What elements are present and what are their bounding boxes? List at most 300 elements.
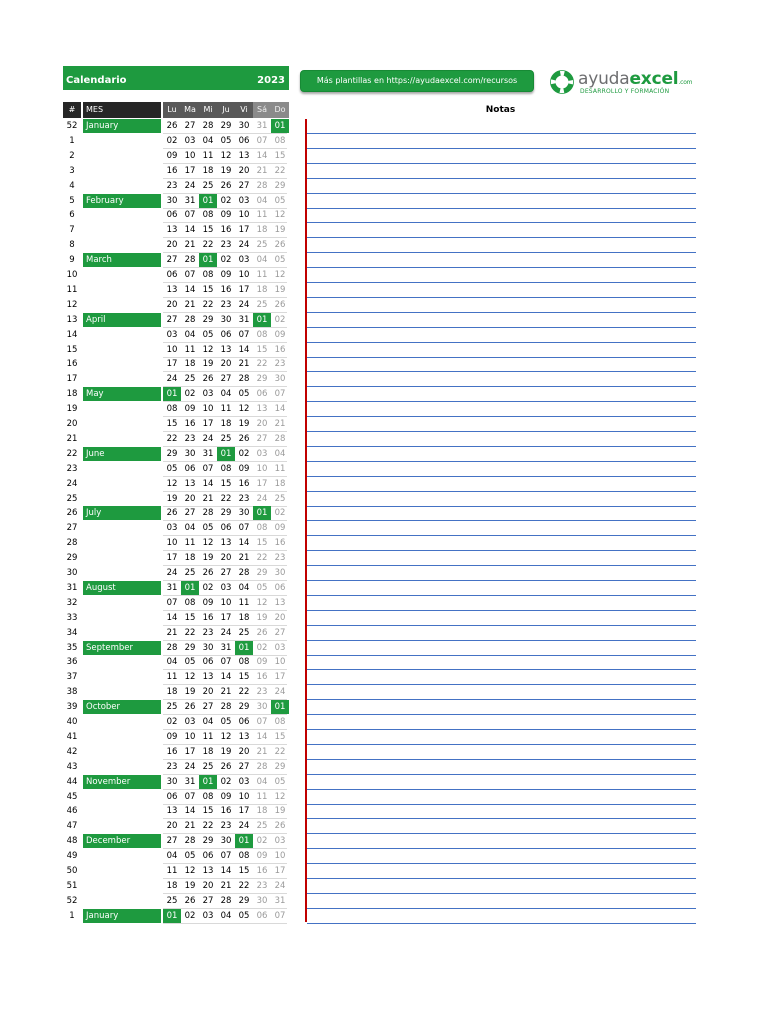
day-cell: 08	[202, 791, 214, 802]
day-cell: 06	[166, 791, 178, 802]
day-cell: 05	[274, 255, 286, 266]
day-cell: 17	[274, 672, 286, 683]
week-number: 28	[66, 538, 78, 549]
day-cell: 04	[202, 135, 214, 146]
day-cell: 26	[256, 627, 268, 638]
week-number: 26	[66, 508, 78, 519]
day-cell: 29	[274, 761, 286, 772]
week-row	[0, 328, 700, 343]
day-cell: 23	[220, 240, 232, 251]
week-number: 8	[69, 240, 75, 251]
day-cell: 26	[184, 702, 196, 713]
day-cell: 10	[166, 538, 178, 549]
day-cell: 19	[220, 165, 232, 176]
day-cell: 31	[238, 314, 250, 325]
day-cell: 09	[274, 329, 286, 340]
day-cell: 05	[202, 523, 214, 534]
day-cell: 11	[184, 538, 196, 549]
week-number: 36	[66, 657, 78, 668]
day-cell: 17	[220, 612, 232, 623]
day-cell: 03	[238, 255, 250, 266]
week-number: 38	[66, 687, 78, 698]
week-row	[0, 194, 700, 209]
week-number: 33	[66, 612, 78, 623]
day-cell: 20	[220, 359, 232, 370]
day-cell: 30	[220, 314, 232, 325]
day-cell: 28	[274, 433, 286, 444]
notes-header: Notas	[485, 105, 516, 115]
day-cell: 11	[256, 270, 268, 280]
day-cell: 17	[166, 359, 178, 370]
day-cell: 03	[220, 582, 232, 593]
day-cell: 09	[256, 851, 268, 862]
day-cell: 29	[256, 374, 268, 385]
day-cell: 07	[184, 270, 196, 280]
day-cell: 30	[256, 702, 268, 713]
day-cell: 08	[238, 851, 250, 862]
day-cell: 16	[220, 225, 232, 236]
day-cell: 20	[238, 746, 250, 757]
day-header-3: Ju	[217, 102, 235, 118]
day-cell: 01	[199, 194, 217, 208]
day-cell: 16	[274, 344, 286, 355]
week-number: 15	[66, 344, 78, 355]
day-cell: 26	[202, 568, 214, 578]
week-row	[0, 447, 700, 462]
day-cell: 05	[166, 463, 178, 474]
day-cell: 24	[184, 761, 196, 772]
day-cell: 20	[202, 880, 214, 891]
day-cell: 02	[256, 642, 268, 653]
day-cell: 15	[256, 538, 268, 549]
week-number: 42	[66, 746, 78, 757]
day-cell: 08	[184, 597, 196, 608]
month-label: February	[83, 194, 161, 208]
day-cell: 30	[166, 195, 178, 206]
day-cell: 10	[274, 851, 286, 862]
month-label: September	[83, 641, 161, 655]
day-cell: 07	[184, 791, 196, 802]
day-cell: 29	[220, 121, 232, 131]
day-cell: 27	[202, 702, 214, 713]
day-cell: 04	[238, 582, 250, 593]
week-number: 22	[66, 448, 78, 459]
day-cell: 05	[274, 776, 286, 787]
day-cell: 24	[274, 687, 286, 698]
day-cell: 01	[163, 387, 181, 401]
title-bar	[63, 66, 289, 90]
day-cell: 02	[256, 836, 268, 847]
day-cell: 18	[238, 612, 250, 623]
day-cell: 15	[202, 806, 214, 817]
day-cell: 04	[256, 195, 268, 206]
week-number: 29	[66, 553, 78, 564]
day-cell: 08	[220, 463, 232, 474]
day-cell: 29	[238, 895, 250, 906]
day-cell: 27	[184, 121, 196, 131]
day-cell: 25	[256, 240, 268, 251]
day-cell: 26	[274, 240, 286, 251]
week-row	[0, 506, 700, 521]
week-row	[0, 670, 700, 685]
day-cell: 01	[199, 775, 217, 789]
day-cell: 06	[220, 329, 232, 340]
day-cell: 27	[238, 180, 250, 191]
day-cell: 05	[184, 851, 196, 862]
day-cell: 10	[238, 270, 250, 280]
week-number: 14	[66, 329, 78, 340]
note-line[interactable]	[307, 923, 696, 924]
day-cell: 22	[256, 359, 268, 370]
day-cell: 09	[238, 463, 250, 474]
row-separator	[163, 923, 287, 924]
day-cell: 10	[256, 463, 268, 474]
day-cell: 03	[238, 195, 250, 206]
month-label: December	[83, 834, 161, 848]
resources-link-button[interactable]: Más plantillas en https://ayudaexcel.com/recursos	[300, 70, 534, 92]
day-cell: 20	[202, 687, 214, 698]
week-row	[0, 283, 700, 298]
day-cell: 25	[202, 761, 214, 772]
day-cell: 28	[202, 508, 214, 519]
week-number: 11	[66, 284, 78, 295]
day-cell: 07	[238, 329, 250, 340]
day-cell: 25	[166, 895, 178, 906]
day-header-2: Mi	[199, 102, 217, 118]
day-cell: 18	[184, 553, 196, 564]
week-row	[0, 775, 700, 790]
day-cell: 17	[166, 553, 178, 564]
month-label: November	[83, 775, 161, 789]
day-cell: 02	[274, 314, 286, 325]
day-cell: 19	[274, 225, 286, 236]
day-cell: 29	[256, 568, 268, 578]
week-row	[0, 566, 700, 581]
day-cell: 01	[199, 253, 217, 267]
day-cell: 26	[220, 180, 232, 191]
day-cell: 31	[184, 195, 196, 206]
day-cell: 25	[274, 493, 286, 504]
day-cell: 09	[166, 731, 178, 742]
day-cell: 22	[202, 240, 214, 251]
week-row	[0, 223, 700, 238]
day-cell: 28	[166, 642, 178, 653]
day-cell: 22	[274, 165, 286, 176]
day-header-0: Lu	[163, 102, 181, 118]
day-cell: 01	[181, 581, 199, 595]
day-cell: 27	[238, 761, 250, 772]
day-cell: 12	[184, 672, 196, 683]
day-cell: 27	[202, 895, 214, 906]
day-cell: 12	[274, 210, 286, 221]
week-number: 43	[66, 761, 78, 772]
day-cell: 23	[184, 433, 196, 444]
day-cell: 07	[238, 523, 250, 534]
day-cell: 16	[238, 478, 250, 489]
week-row	[0, 715, 700, 730]
week-row	[0, 700, 700, 715]
day-cell: 15	[256, 344, 268, 355]
day-cell: 10	[238, 210, 250, 221]
day-cell: 09	[256, 657, 268, 668]
day-cell: 30	[238, 508, 250, 519]
week-row	[0, 626, 700, 641]
month-label: April	[83, 313, 161, 327]
day-cell: 07	[166, 597, 178, 608]
week-number: 46	[66, 806, 78, 817]
day-cell: 13	[166, 225, 178, 236]
week-row	[0, 253, 700, 268]
day-cell: 14	[238, 538, 250, 549]
week-number: 10	[66, 270, 78, 280]
day-cell: 12	[184, 866, 196, 876]
day-cell: 03	[166, 329, 178, 340]
day-cell: 24	[166, 568, 178, 578]
day-cell: 25	[184, 374, 196, 385]
day-cell: 01	[235, 641, 253, 655]
day-cell: 25	[184, 568, 196, 578]
day-cell: 01	[253, 313, 271, 327]
day-cell: 21	[220, 687, 232, 698]
week-row	[0, 819, 700, 834]
day-cell: 18	[202, 746, 214, 757]
day-cell: 22	[202, 299, 214, 310]
week-row	[0, 238, 700, 253]
year-label: 2023	[257, 75, 285, 86]
week-row	[0, 119, 700, 134]
day-cell: 05	[184, 657, 196, 668]
week-number: 19	[66, 404, 78, 415]
week-number: 52	[66, 121, 78, 131]
month-label: January	[83, 119, 161, 133]
day-cell: 11	[238, 597, 250, 608]
day-cell: 05	[238, 910, 250, 921]
day-cell: 27	[220, 374, 232, 385]
week-number: 31	[66, 582, 78, 593]
day-cell: 05	[256, 582, 268, 593]
week-number: 41	[66, 731, 78, 742]
page-title: Calendario	[66, 75, 127, 86]
day-cell: 18	[184, 359, 196, 370]
day-cell: 26	[202, 374, 214, 385]
day-cell: 31	[256, 121, 268, 131]
week-number: 44	[66, 776, 78, 787]
day-cell: 23	[274, 553, 286, 564]
day-cell: 26	[274, 821, 286, 832]
day-cell: 03	[202, 389, 214, 400]
week-row	[0, 834, 700, 849]
day-cell: 30	[256, 895, 268, 906]
day-cell: 03	[256, 448, 268, 459]
week-number: 34	[66, 627, 78, 638]
month-label: July	[83, 506, 161, 520]
day-cell: 17	[202, 419, 214, 429]
week-row	[0, 655, 700, 670]
day-cell: 02	[220, 195, 232, 206]
day-header-4: Vi	[235, 102, 253, 118]
week-number: 27	[66, 523, 78, 534]
week-row	[0, 372, 700, 387]
day-cell: 24	[166, 374, 178, 385]
day-cell: 03	[166, 523, 178, 534]
day-cell: 31	[202, 448, 214, 459]
day-cell: 16	[274, 538, 286, 549]
day-cell: 15	[220, 478, 232, 489]
day-cell: 13	[256, 404, 268, 415]
day-cell: 03	[274, 642, 286, 653]
week-number: 40	[66, 717, 78, 727]
day-cell: 21	[274, 419, 286, 429]
day-cell: 05	[220, 717, 232, 727]
day-cell: 23	[166, 180, 178, 191]
week-row	[0, 790, 700, 805]
week-number: 9	[69, 255, 75, 266]
day-cell: 15	[238, 672, 250, 683]
day-cell: 05	[274, 195, 286, 206]
day-cell: 20	[274, 612, 286, 623]
week-number: 23	[66, 463, 78, 474]
day-cell: 11	[256, 791, 268, 802]
day-cell: 14	[256, 150, 268, 161]
day-cell: 15	[238, 866, 250, 876]
day-cell: 19	[184, 880, 196, 891]
day-cell: 10	[184, 150, 196, 161]
day-cell: 09	[202, 597, 214, 608]
day-cell: 04	[202, 717, 214, 727]
day-cell: 30	[220, 836, 232, 847]
day-cell: 06	[238, 135, 250, 146]
week-row	[0, 149, 700, 164]
day-cell: 13	[166, 806, 178, 817]
week-row	[0, 208, 700, 223]
day-cell: 14	[220, 866, 232, 876]
week-row	[0, 551, 700, 566]
week-number: 35	[66, 642, 78, 653]
day-cell: 16	[220, 284, 232, 295]
week-row	[0, 730, 700, 745]
day-cell: 11	[166, 866, 178, 876]
day-cell: 20	[166, 299, 178, 310]
month-label: January	[83, 909, 161, 923]
week-number: 20	[66, 419, 78, 429]
week-row	[0, 536, 700, 551]
day-cell: 19	[184, 687, 196, 698]
day-cell: 04	[220, 389, 232, 400]
day-cell: 21	[238, 553, 250, 564]
week-number: 18	[66, 389, 78, 400]
day-cell: 21	[184, 240, 196, 251]
day-cell: 22	[202, 821, 214, 832]
day-cell: 31	[166, 582, 178, 593]
day-cell: 29	[166, 448, 178, 459]
week-number: 24	[66, 478, 78, 489]
day-cell: 28	[184, 255, 196, 266]
day-cell: 02	[238, 448, 250, 459]
month-label: October	[83, 700, 161, 714]
week-row	[0, 521, 700, 536]
day-cell: 28	[184, 314, 196, 325]
day-cell: 06	[166, 210, 178, 221]
day-cell: 19	[220, 746, 232, 757]
day-cell: 07	[220, 851, 232, 862]
week-row	[0, 462, 700, 477]
day-cell: 15	[202, 225, 214, 236]
week-row	[0, 849, 700, 864]
week-row	[0, 864, 700, 879]
day-cell: 22	[220, 493, 232, 504]
day-cell: 03	[202, 910, 214, 921]
day-cell: 07	[184, 210, 196, 221]
day-cell: 23	[256, 687, 268, 698]
ayudaexcel-logo[interactable]	[548, 66, 698, 100]
day-cell: 28	[238, 568, 250, 578]
day-cell: 28	[184, 836, 196, 847]
week-row	[0, 432, 700, 447]
day-cell: 03	[184, 717, 196, 727]
week-row	[0, 313, 700, 328]
day-cell: 15	[166, 419, 178, 429]
week-row	[0, 492, 700, 507]
day-cell: 21	[184, 299, 196, 310]
day-cell: 05	[238, 389, 250, 400]
day-cell: 22	[166, 433, 178, 444]
day-cell: 20	[166, 240, 178, 251]
day-cell: 16	[256, 672, 268, 683]
day-cell: 09	[184, 404, 196, 415]
day-cell: 12	[220, 731, 232, 742]
day-cell: 04	[184, 329, 196, 340]
week-number: 16	[66, 359, 78, 370]
day-cell: 13	[202, 672, 214, 683]
day-cell: 12	[274, 791, 286, 802]
day-cell: 20	[238, 165, 250, 176]
day-cell: 17	[184, 165, 196, 176]
week-row	[0, 164, 700, 179]
day-cell: 16	[166, 165, 178, 176]
day-cell: 08	[256, 523, 268, 534]
day-cell: 07	[202, 463, 214, 474]
day-cell: 15	[274, 731, 286, 742]
day-cell: 07	[274, 910, 286, 921]
day-cell: 23	[220, 821, 232, 832]
week-row	[0, 298, 700, 313]
day-cell: 11	[166, 672, 178, 683]
day-cell: 09	[166, 150, 178, 161]
day-cell: 12	[220, 150, 232, 161]
day-cell: 01	[253, 506, 271, 520]
day-cell: 01	[271, 119, 289, 133]
day-cell: 25	[220, 433, 232, 444]
day-cell: 29	[184, 642, 196, 653]
week-number: 4	[69, 180, 75, 191]
week-row	[0, 685, 700, 700]
day-cell: 18	[256, 806, 268, 817]
day-cell: 13	[238, 731, 250, 742]
day-cell: 02	[220, 255, 232, 266]
day-cell: 20	[256, 419, 268, 429]
day-cell: 20	[184, 493, 196, 504]
day-cell: 08	[256, 329, 268, 340]
day-cell: 13	[274, 597, 286, 608]
day-cell: 18	[166, 880, 178, 891]
day-cell: 23	[274, 359, 286, 370]
week-number: 51	[66, 880, 78, 891]
week-number: 39	[66, 702, 78, 713]
day-cell: 03	[184, 135, 196, 146]
week-number: 13	[66, 314, 78, 325]
day-header-1: Ma	[181, 102, 199, 118]
day-cell: 11	[256, 210, 268, 221]
